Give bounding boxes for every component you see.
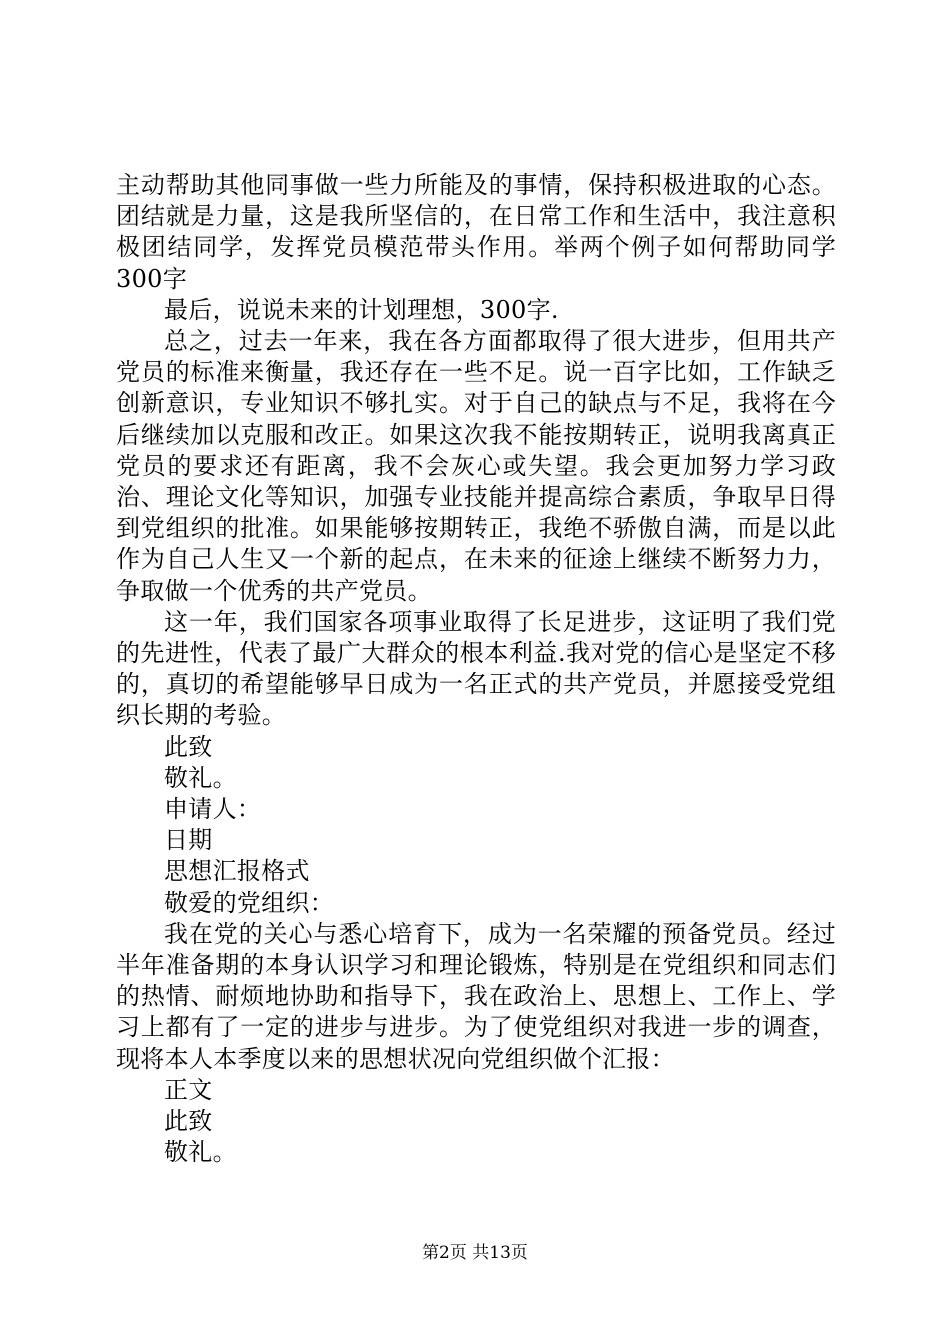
date-label: 日期 [164, 826, 213, 855]
page-number-footer: 第2页 共13页 [422, 1243, 528, 1263]
section-heading: 思想汇报格式 [164, 857, 310, 886]
paragraph-confidence: 这一年，我们国家各项事业取得了长足进步，这证明了我们党的先进性，代表了最广大群众的根本利益.我对党的信心是坚定不移的，真切的希望能够早日成为一名正式的共产党员，并愿接受党组织长期的考验。 [116, 607, 836, 730]
body-placeholder: 正文 [164, 1075, 213, 1104]
applicant-label: 申请人： [164, 795, 262, 824]
paragraph-future-plan: 最后，说说未来的计划理想，300字. [164, 295, 559, 324]
closing-regards-2: 敬礼。 [164, 1138, 237, 1167]
paragraph-continuation: 主动帮助其他同事做一些力所能及的事情，保持积极进取的心态。团结就是力量，这是我所坚信的，在日常工作和生活中，我注意积极团结同学，发挥党员模范带头作用。举两个例子如何帮助同学300字 [116, 171, 836, 293]
paragraph-summary: 总之，过去一年来，我在各方面都取得了很大进步，但用共产党员的标准来衡量，我还存在一些不足。说一百字比如，工作缺乏创新意识，专业知识不够扎实。对于自己的缺点与不足，我将在今后继续加以克服和改正。如果这次我不能按期转正，说明我离真正党员的要求还有距离，我不会灰心或失望。我会更加努力学习政治、理论文化等知识，加强专业技能并提高综合素质，争取早日得到党组织的批准。如果能够按期转正，我绝不骄傲自满，而是以此作为自己人生又一个新的起点，在未来的征途上继续不断努力力，争取做一个优秀的共产党员。 [116, 327, 836, 605]
greeting: 敬爱的党组织： [164, 888, 335, 917]
document-body [116, 170, 836, 1169]
closing-regards: 敬礼。 [164, 763, 237, 792]
closing-salutation: 此致 [164, 732, 213, 761]
paragraph-report-intro: 我在党的关心与悉心培育下，成为一名荣耀的预备党员。经过半年准备期的本身认识学习和理论锻炼，特别是在党组织和同志们的热情、耐烦地协助和指导下，我在政治上、思想上、工作上、学习上都有了一定的进步与进步。为了使党组织对我进一步的调查，现将本人本季度以来的思想状况向党组织做个汇报： [116, 919, 836, 1073]
closing-salutation-2: 此致 [164, 1107, 213, 1136]
